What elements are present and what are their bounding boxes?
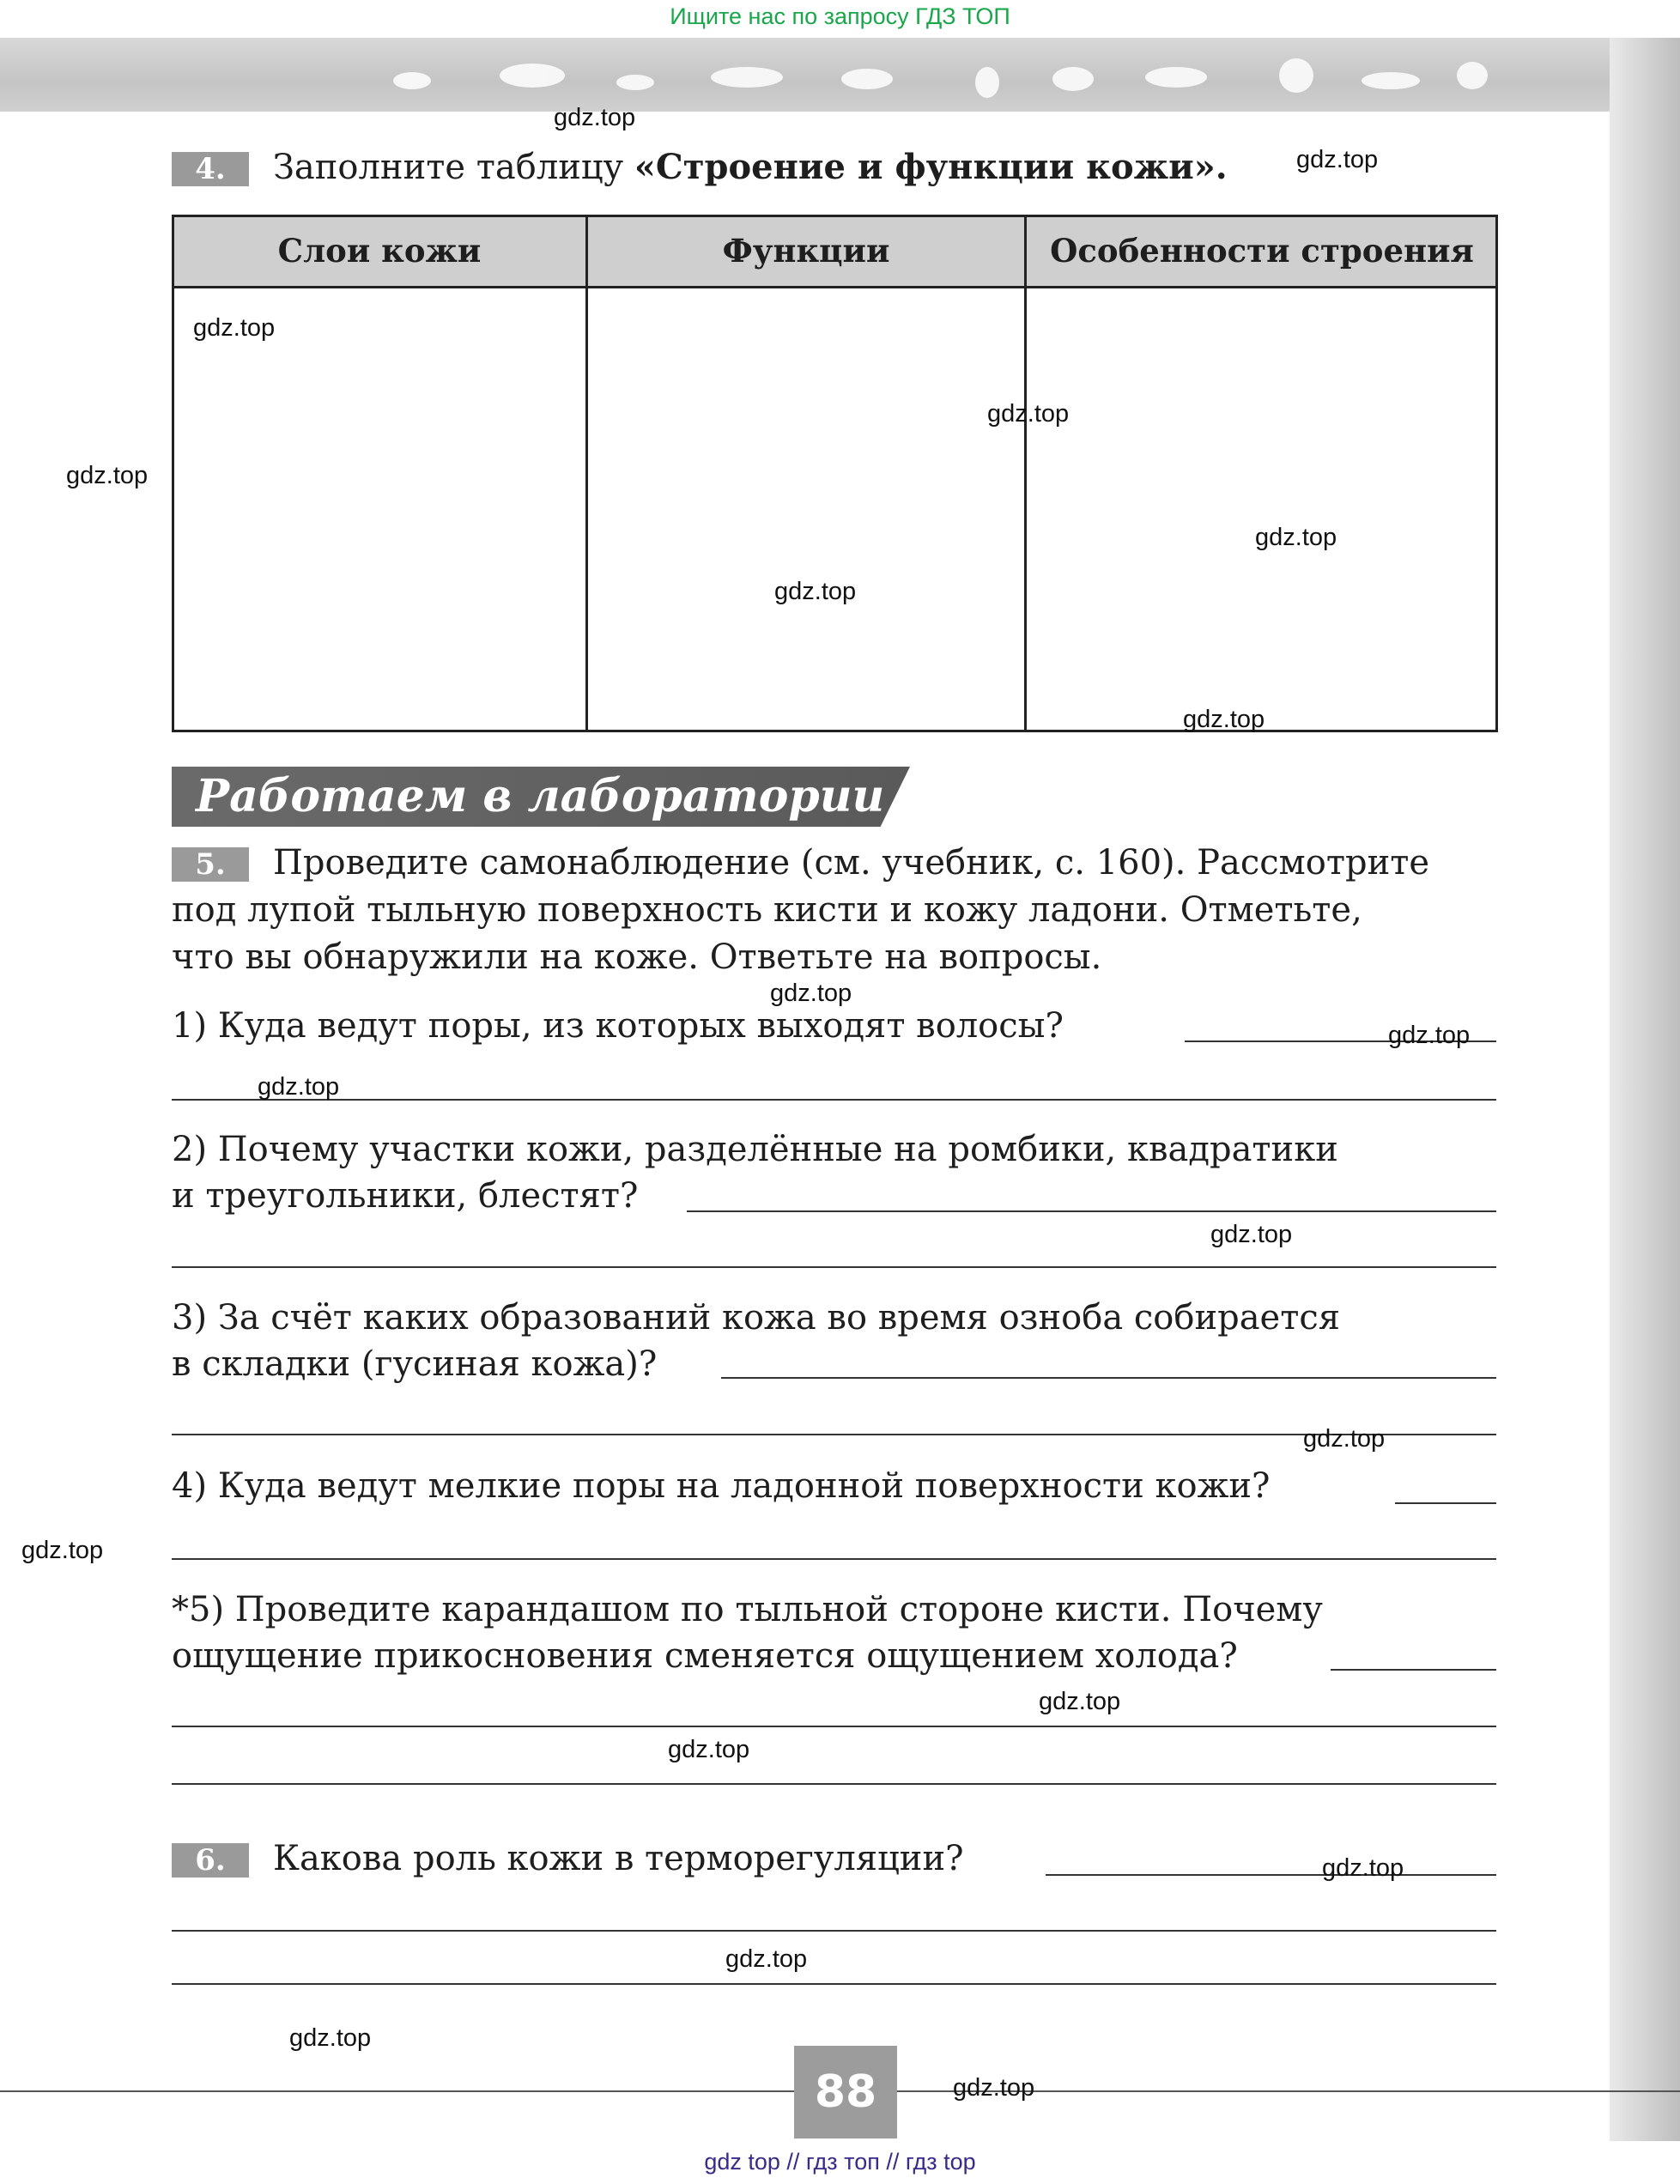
question-4: 4) Куда ведут мелкие поры на ладонной поверхности кожи? xyxy=(172,1466,1271,1506)
task-5-intro-line: под лупой тыльную поверхность кисти и кожу ладони. Отметьте, xyxy=(172,890,1362,930)
task-5-intro-line: что вы обнаружили на коже. Ответьте на вопросы. xyxy=(172,937,1102,977)
question-5-line: *5) Проведите карандашом по тыльной стороне кисти. Почему xyxy=(172,1590,1323,1629)
watermark: gdz.top xyxy=(1322,1854,1404,1882)
watermark: gdz.top xyxy=(774,578,857,605)
page-fold-shadow xyxy=(1610,38,1680,2141)
task-4-text xyxy=(273,144,1228,191)
watermark: gdz.top xyxy=(21,1537,104,1564)
answer-line[interactable] xyxy=(1046,1874,1496,1876)
watermark: gdz.top xyxy=(987,400,1070,428)
watermark: gdz.top xyxy=(1388,1022,1471,1049)
watermark: gdz.top xyxy=(1210,1221,1293,1248)
answer-line[interactable] xyxy=(1331,1669,1496,1671)
page-number: 88 xyxy=(794,2046,897,2138)
question-5-line: ощущение прикосновения сменяется ощущением холода? xyxy=(172,1636,1238,1676)
task-6-number: 6. xyxy=(172,1843,249,1878)
watermark: gdz.top xyxy=(668,1736,750,1763)
question-1: 1) Куда ведут поры, из которых выходят волосы? xyxy=(172,1006,1064,1046)
answer-line[interactable] xyxy=(172,1266,1496,1268)
footer-links[interactable]: gdz top // гдз топ // гдз top xyxy=(704,2149,976,2175)
lab-section-title: Работаем в лаборатории xyxy=(196,770,885,822)
answer-line[interactable] xyxy=(1395,1502,1496,1504)
table-header-structure: Особенности строения xyxy=(1050,232,1474,270)
task-4-text-prefix: Заполните таблицу xyxy=(273,148,634,187)
watermark: gdz.top xyxy=(289,2024,372,2052)
task-4-text-bold: «Строение и функции кожи». xyxy=(634,147,1228,187)
answer-line[interactable] xyxy=(172,1099,1496,1101)
answer-line[interactable] xyxy=(172,1726,1496,1727)
answer-line[interactable] xyxy=(721,1377,1496,1379)
answer-line[interactable] xyxy=(172,1930,1496,1932)
table-cell-structure[interactable] xyxy=(1027,288,1495,730)
answer-line[interactable] xyxy=(172,1434,1496,1435)
watermark: gdz.top xyxy=(554,104,636,131)
question-3-line: 3) За счёт каких образований кожа во время озноба собирается xyxy=(172,1298,1340,1338)
task-6-text: Какова роль кожи в терморегуляции? xyxy=(273,1839,964,1878)
answer-line[interactable] xyxy=(172,1783,1496,1785)
task-5-number: 5. xyxy=(172,847,249,882)
watermark: gdz.top xyxy=(1039,1688,1121,1715)
question-2-line: 2) Почему участки кожи, разделённые на ромбики, квадратики xyxy=(172,1130,1338,1169)
header-banner xyxy=(0,38,1614,112)
table-header-functions: Функции xyxy=(722,232,890,270)
search-hint-link[interactable]: Ищите нас по запросу ГДЗ ТОП xyxy=(670,3,1010,29)
table-cell-layers[interactable] xyxy=(174,288,585,730)
question-3-line: в складки (гусиная кожа)? xyxy=(172,1344,658,1384)
watermark: gdz.top xyxy=(193,314,276,342)
question-2-line: и треугольники, блестят? xyxy=(172,1176,639,1216)
watermark: gdz.top xyxy=(1303,1425,1386,1453)
task-5-intro-line: Проведите самонаблюдение (см. учебник, с. 160). Рассмотрите xyxy=(273,843,1430,883)
table-cell-functions[interactable] xyxy=(588,288,1023,730)
task-4-number: 4. xyxy=(172,152,249,186)
answer-line[interactable] xyxy=(172,1558,1496,1560)
watermark: gdz.top xyxy=(770,980,852,1007)
watermark: gdz.top xyxy=(1296,146,1379,173)
animal-silhouettes-icon xyxy=(0,38,1614,112)
watermark: gdz.top xyxy=(725,1945,808,1973)
answer-line[interactable] xyxy=(172,1983,1496,1985)
watermark: gdz.top xyxy=(66,462,149,489)
watermark: gdz.top xyxy=(953,2074,1035,2102)
watermark: gdz.top xyxy=(1255,524,1337,551)
answer-line[interactable] xyxy=(687,1210,1496,1212)
watermark: gdz.top xyxy=(1183,706,1265,733)
table-header-layers: Слои кожи xyxy=(277,232,482,270)
watermark: gdz.top xyxy=(258,1073,340,1101)
